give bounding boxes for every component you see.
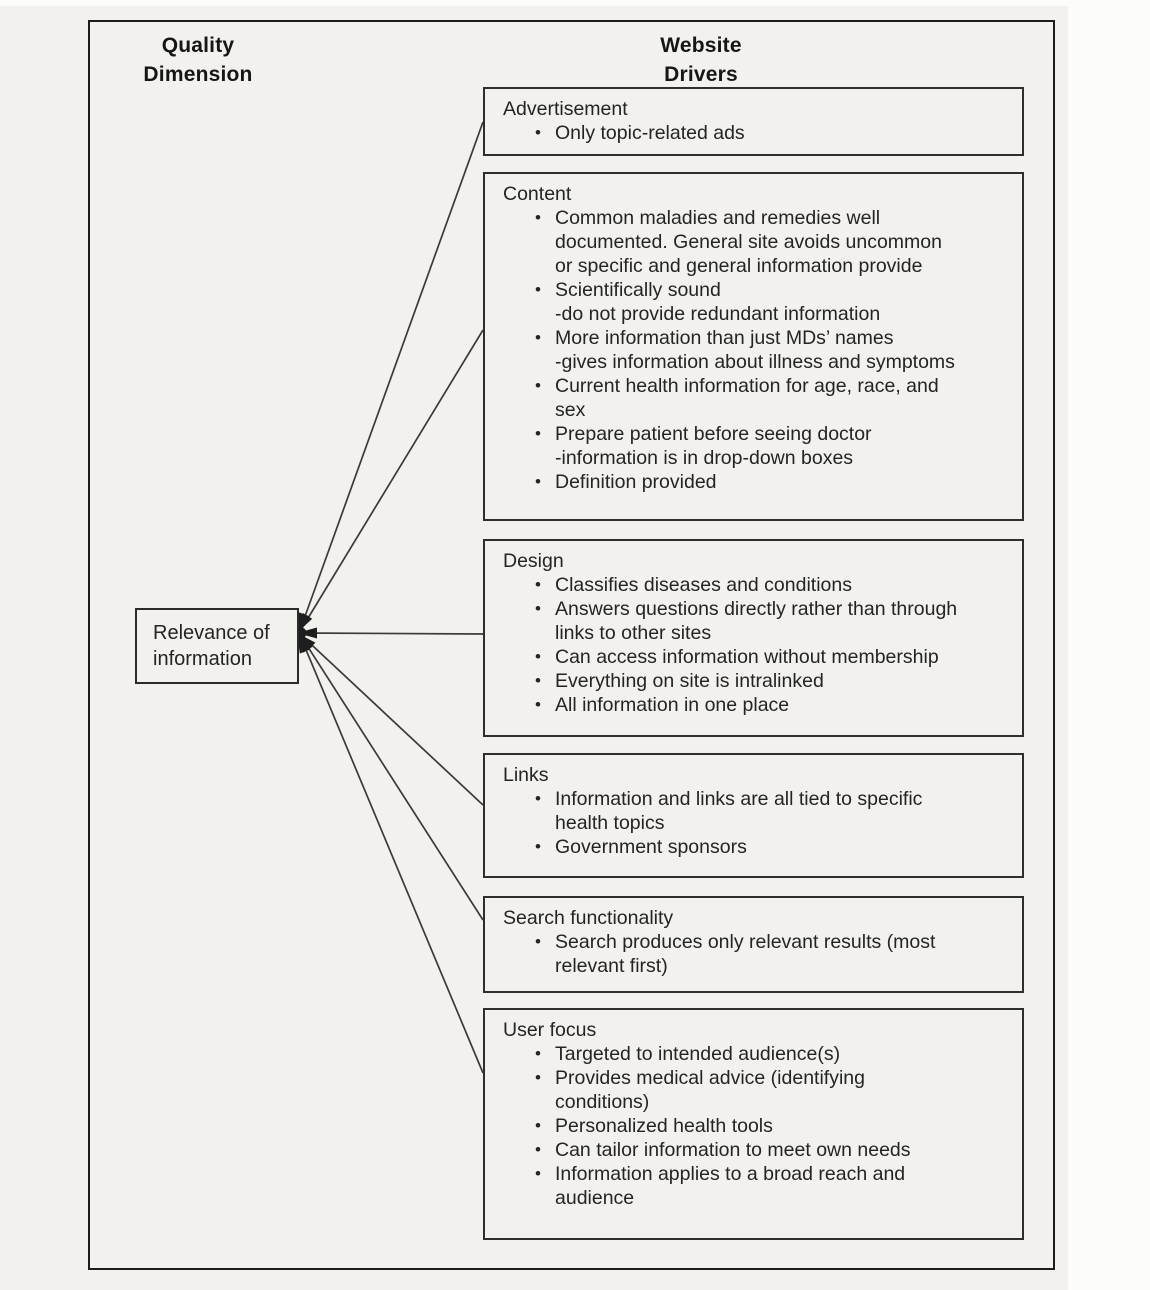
bullet-item-text: Prepare patient before seeing doctor — [555, 423, 872, 445]
bullet-icon: • — [535, 208, 541, 227]
bullet-item-text: More information than just MDs’ names — [555, 327, 894, 349]
driver-box-user-focus — [483, 1008, 1024, 1240]
bullet-icon: • — [535, 1068, 541, 1087]
driver-box-title: Links — [503, 764, 549, 786]
bullet-item-continuation: audience — [555, 1187, 635, 1209]
bullet-icon: • — [535, 1140, 541, 1159]
bullet-item-text: Scientifically sound — [555, 279, 721, 301]
driver-box-search-functionality — [483, 896, 1024, 993]
column-header-website-drivers — [601, 31, 801, 89]
bullet-icon: • — [535, 376, 541, 395]
bullet-item-continuation: conditions) — [555, 1091, 650, 1113]
bullet-item — [535, 278, 1022, 302]
bullet-icon: • — [535, 599, 541, 618]
bullet-icon: • — [535, 789, 541, 808]
driver-box-links — [483, 753, 1024, 878]
driver-box-title: Search functionality — [503, 907, 674, 929]
driver-box-title: Content — [503, 183, 572, 205]
bullet-item-text: Definition provided — [555, 471, 717, 493]
driver-box-advertisement — [483, 87, 1024, 156]
bullet-item-text: Personalized health tools — [555, 1115, 773, 1137]
bullet-item-continuation: -gives information about illness and symptoms — [555, 351, 955, 373]
bullet-item-text: Government sponsors — [555, 836, 747, 858]
bullet-item-continuation: -do not provide redundant information — [555, 303, 881, 325]
header-line: Quality — [161, 34, 235, 57]
bullet-item-continuation: sex — [555, 399, 586, 421]
column-header-quality-dimension — [98, 31, 298, 89]
bullet-item-continuation: -information is in drop-down boxes — [555, 447, 854, 469]
bullet-item-text: Only topic-related ads — [555, 122, 745, 144]
bullet-item-text: Information and links are all tied to specific — [555, 788, 923, 810]
bullet-item — [535, 470, 1022, 494]
bullet-item — [535, 1066, 1022, 1090]
bullet-icon: • — [535, 671, 541, 690]
bullet-icon: • — [535, 1164, 541, 1183]
bullet-item — [535, 835, 1022, 859]
bullet-item-text: Classifies diseases and conditions — [555, 574, 852, 596]
bullet-item — [535, 422, 1022, 446]
bullet-item — [535, 1162, 1022, 1186]
header-line: Website — [660, 34, 742, 57]
driver-box-content — [483, 172, 1024, 521]
bullet-item — [535, 1114, 1022, 1138]
bullet-item-text: Answers questions directly rather than through — [555, 598, 958, 620]
header-line: Drivers — [664, 63, 738, 86]
bullet-item — [535, 1042, 1022, 1066]
bullet-item-continuation: or specific and general information provide — [555, 255, 923, 277]
bullet-icon: • — [535, 328, 541, 347]
bullet-item — [535, 645, 1022, 669]
bullet-item — [535, 1138, 1022, 1162]
bullet-icon: • — [535, 424, 541, 443]
bullet-item-text: Information applies to a broad reach and — [555, 1163, 906, 1185]
bullet-icon: • — [535, 575, 541, 594]
bullet-item — [535, 326, 1022, 350]
bullet-item-continuation: relevant first) — [555, 955, 668, 977]
driver-box-title: Design — [503, 550, 564, 572]
bullet-item-text: Search produces only relevant results (most — [555, 931, 936, 953]
bullet-item-text: Everything on site is intralinked — [555, 670, 824, 692]
bullet-item-text: Current health information for age, race, and — [555, 375, 939, 397]
bullet-item — [535, 597, 1022, 621]
bullet-item-text: Can access information without membership — [555, 646, 939, 668]
bullet-item-text: All information in one place — [555, 694, 790, 716]
bullet-item — [535, 206, 1022, 230]
driver-box-title: User focus — [503, 1019, 597, 1041]
bullet-icon: • — [535, 280, 541, 299]
bullet-icon: • — [535, 837, 541, 856]
bullet-item-text: Can tailor information to meet own needs — [555, 1139, 911, 1161]
bullet-icon: • — [535, 123, 541, 142]
driver-box-title: Advertisement — [503, 98, 628, 120]
central-node-label-line: information — [153, 648, 252, 670]
bullet-item — [535, 121, 1022, 145]
bullet-icon: • — [535, 647, 541, 666]
central-node-label-line: Relevance of — [153, 622, 270, 644]
node-relevance-of-information — [135, 608, 299, 684]
driver-box-design — [483, 539, 1024, 737]
bullet-item-text: Provides medical advice (identifying — [555, 1067, 865, 1089]
bullet-item — [535, 374, 1022, 398]
bullet-item-continuation: documented. General site avoids uncommon — [555, 231, 942, 253]
bullet-item — [535, 787, 1022, 811]
header-line: Dimension — [143, 63, 253, 86]
bullet-item — [535, 930, 1022, 954]
bullet-icon: • — [535, 695, 541, 714]
bullet-icon: • — [535, 1044, 541, 1063]
bullet-item-continuation: links to other sites — [555, 622, 712, 644]
bullet-icon: • — [535, 1116, 541, 1135]
bullet-item — [535, 669, 1022, 693]
bullet-item — [535, 573, 1022, 597]
bullet-item — [535, 693, 1022, 717]
bullet-item-text: Targeted to intended audience(s) — [555, 1043, 841, 1065]
bullet-icon: • — [535, 932, 541, 951]
bullet-item-text: Common maladies and remedies well — [555, 207, 881, 229]
bullet-icon: • — [535, 472, 541, 491]
bullet-item-continuation: health topics — [555, 812, 665, 834]
